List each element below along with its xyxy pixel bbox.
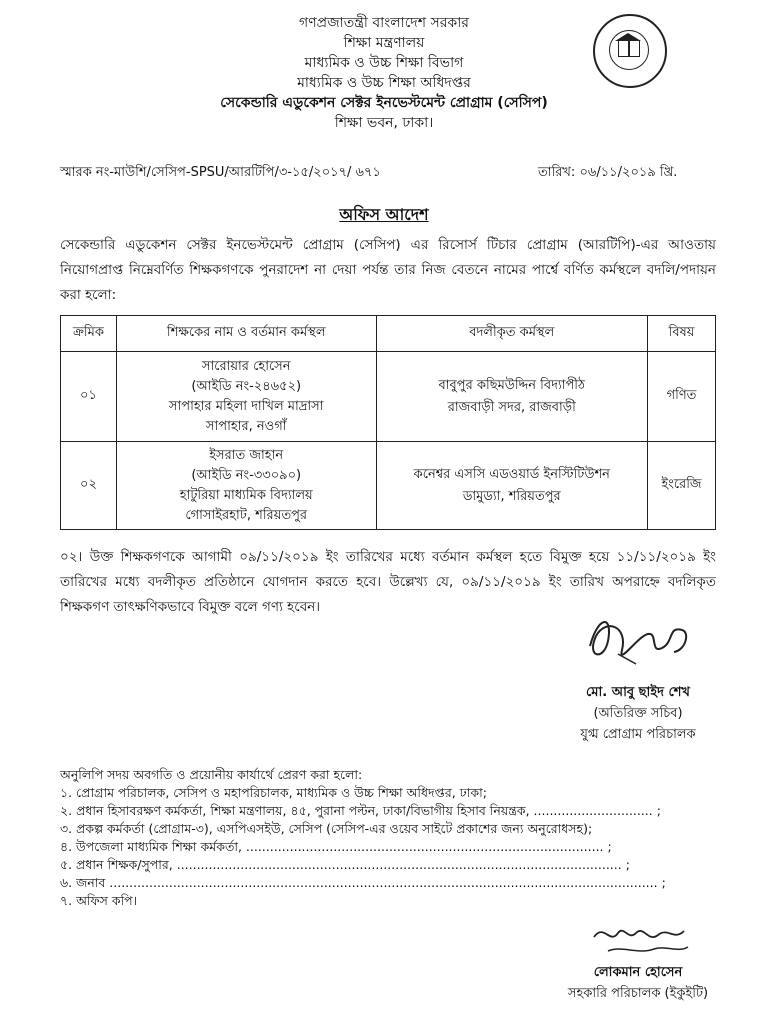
page-title-text: অফিস আদেশ: [339, 205, 429, 224]
transfer-location: রাজবাড়ী সদর, রাজবাড়ী: [447, 399, 576, 415]
memo-reference: [60, 163, 381, 184]
table-row: [61, 352, 716, 442]
transfer-institution: বাবুপুর কছিমউদ্দিন বিদ্যাপীঠ: [438, 377, 585, 393]
list-item: ৭. অফিস কপি।: [60, 893, 138, 908]
teacher-location: সাপাহার, নওগাঁ: [205, 418, 287, 434]
cell-teacher: [116, 352, 376, 442]
table-row: [61, 442, 716, 530]
memo-date-label: তারিখ:: [538, 165, 576, 180]
memo-ref-value: মাউশি/সেসিপ-SPSU/আরটিপি/৩-১৫/২০১৭/ ৬৭১: [113, 165, 381, 180]
transfer-location: ডামুড্যা, শরিয়তপুর: [462, 488, 561, 504]
column-header-subject: বিষয়: [648, 316, 716, 352]
page-title: [0, 202, 768, 229]
memo-date-value: ০৬/১১/২০১৯ খ্রি.: [579, 165, 678, 180]
cell-transfer: [376, 442, 648, 530]
cell-serial: ০১: [61, 352, 117, 442]
signatory-name: লোকমান হোসেন: [593, 965, 683, 980]
table-header-row: [61, 316, 716, 352]
signatory-name: মো. আবু ছাইদ শেখ: [586, 685, 690, 700]
column-header-serial: ক্রমিক: [61, 316, 117, 352]
letterhead-line: শিক্ষা ভবন, ঢাকা।: [334, 115, 434, 131]
list-item: ৬. জনাব .......................................................................................................................................... ;: [60, 875, 666, 890]
letterhead-line: শিক্ষা মন্ত্রণালয়: [343, 35, 425, 51]
copy-list: [60, 766, 700, 910]
transfer-institution: কনেশ্বর এসসি এডওয়ার্ড ইনস্টিটিউশন: [413, 466, 610, 482]
teacher-name: ইসরাত জাহান: [209, 447, 284, 463]
memo-ref-label: স্মারক নং-: [60, 165, 114, 180]
cell-transfer: [376, 352, 648, 442]
cell-serial: ০২: [61, 442, 117, 530]
column-header-transfer: বদলীকৃত কর্মস্থল: [376, 316, 648, 352]
cell-subject: ইংরেজি: [648, 442, 716, 530]
list-item: ২. প্রধান হিসাবরক্ষণ কর্মকর্তা, শিক্ষা মন্ত্রণালয়, ৪৫, পুরানা পল্টন, ঢাকা/বিভাগীয় হিসাব নিয়ন্ত্রক, .............................. ;: [60, 803, 661, 818]
list-item: ৫. প্রধান শিক্ষক/সুপার, ................................................................................................................ ;: [60, 857, 630, 872]
intro-paragraph: সেকেন্ডারি এডুকেশন সেক্টর ইনভেস্টমেন্ট প্রোগ্রাম (সেসিপ) এর রিসোর্স টিচার প্রোগ্রাম (আরটিপি)-এর আওতায় নিয়োগপ্রাপ্ত নিম্নেবর্ণিত শিক্ষকগণকে পুনরাদেশ না দেয়া পর্যন্ত তার নিজ বেতনে নামের পার্শ্বে বর্ণিত কর্মস্থলে বদলি/পদায়ন করা হলো:: [60, 237, 716, 303]
list-item: ৪. উপজেলা মাধ্যমিক শিক্ষা কর্মকর্তা, .......................................................................................... ;: [60, 839, 612, 854]
cell-teacher: [116, 442, 376, 530]
signatory-block: [518, 962, 758, 1004]
signature-image: [588, 915, 698, 965]
letterhead-line: সেকেন্ডারি এডুকেশন সেক্টর ইনভেস্টমেন্ট প্রোগ্রাম (সেসিপ): [220, 95, 548, 111]
list-item: ১. প্রোগ্রাম পরিচালক, সেসিপ ও মহাপরিচালক, মাধ্যমিক ও উচ্চ শিক্ষা অধিদপ্তর, ঢাকা;: [60, 785, 487, 800]
teacher-workplace: হাটুরিয়া মাধ্যমিক বিদ্যালয়: [179, 487, 313, 503]
letterhead-line: মাধ্যমিক ও উচ্চ শিক্ষা বিভাগ: [304, 55, 464, 71]
transfer-table: [60, 315, 716, 530]
signature-image: [578, 606, 698, 676]
memo-date: [538, 163, 677, 184]
teacher-workplace: সাপাহার মহিলা দাখিল মাদ্রাসা: [168, 398, 324, 414]
instruction-paragraph: ০২। উক্ত শিক্ষকগণকে আগামী ০৯/১১/২০১৯ ইং তারিখের মধ্যে বর্তমান কর্মস্থল হতে বিমুক্ত হয়ে ১১/১১/২০১৯ ইং তারিখের মধ্যে বদলীকৃত প্রতিষ্ঠানে যোগদান করতে হবে। উল্লেখ্য যে, ০৯/১১/২০১৯ ইং তারিখ অপরাহ্নে বদলিকৃত শিক্ষকগণ তাৎক্ষণিকভাবে বিমুক্ত বলে গণ্য হবেন।: [60, 549, 716, 615]
letterhead-line: গণপ্রজাতন্ত্রী বাংলাদেশ সরকার: [299, 15, 469, 31]
column-header-teacher: শিক্ষকের নাম ও বর্তমান কর্মস্থল: [116, 316, 376, 352]
signatory-block: [538, 682, 738, 745]
teacher-location: গোসাইরহাট, শরিয়তপুর: [185, 507, 308, 523]
signatory-designation: (অতিরিক্ত সচিব): [593, 706, 683, 721]
cell-subject: গণিত: [648, 352, 716, 442]
letterhead-line: মাধ্যমিক ও উচ্চ শিক্ষা অধিদপ্তর: [297, 75, 471, 91]
list-item: ৩. প্রকল্প কর্মকর্তা (প্রোগ্রাম-৩), এসপিএসইউ, সেসিপ (সেসিপ-এর ওয়েব সাইটে প্রকাশের জন্য অনুরোধসহ);: [60, 821, 593, 836]
copy-heading: অনুলিপি সদয় অবগতি ও প্রয়োনীয় কার্যার্থে প্রেরণ করা হলো:: [60, 767, 363, 782]
signatory-role: সহকারি পরিচালক (ইকুইটি): [567, 986, 709, 1001]
seal-logo-icon: [593, 14, 667, 88]
teacher-id: (আইডি নং-২৪৬৫২): [191, 378, 302, 394]
teacher-id: (আইডি নং-৩৩০৯০): [191, 467, 302, 483]
teacher-name: সারোয়ার হোসেন: [201, 358, 291, 374]
signatory-role: যুগ্ম প্রোগ্রাম পরিচালক: [580, 727, 696, 742]
